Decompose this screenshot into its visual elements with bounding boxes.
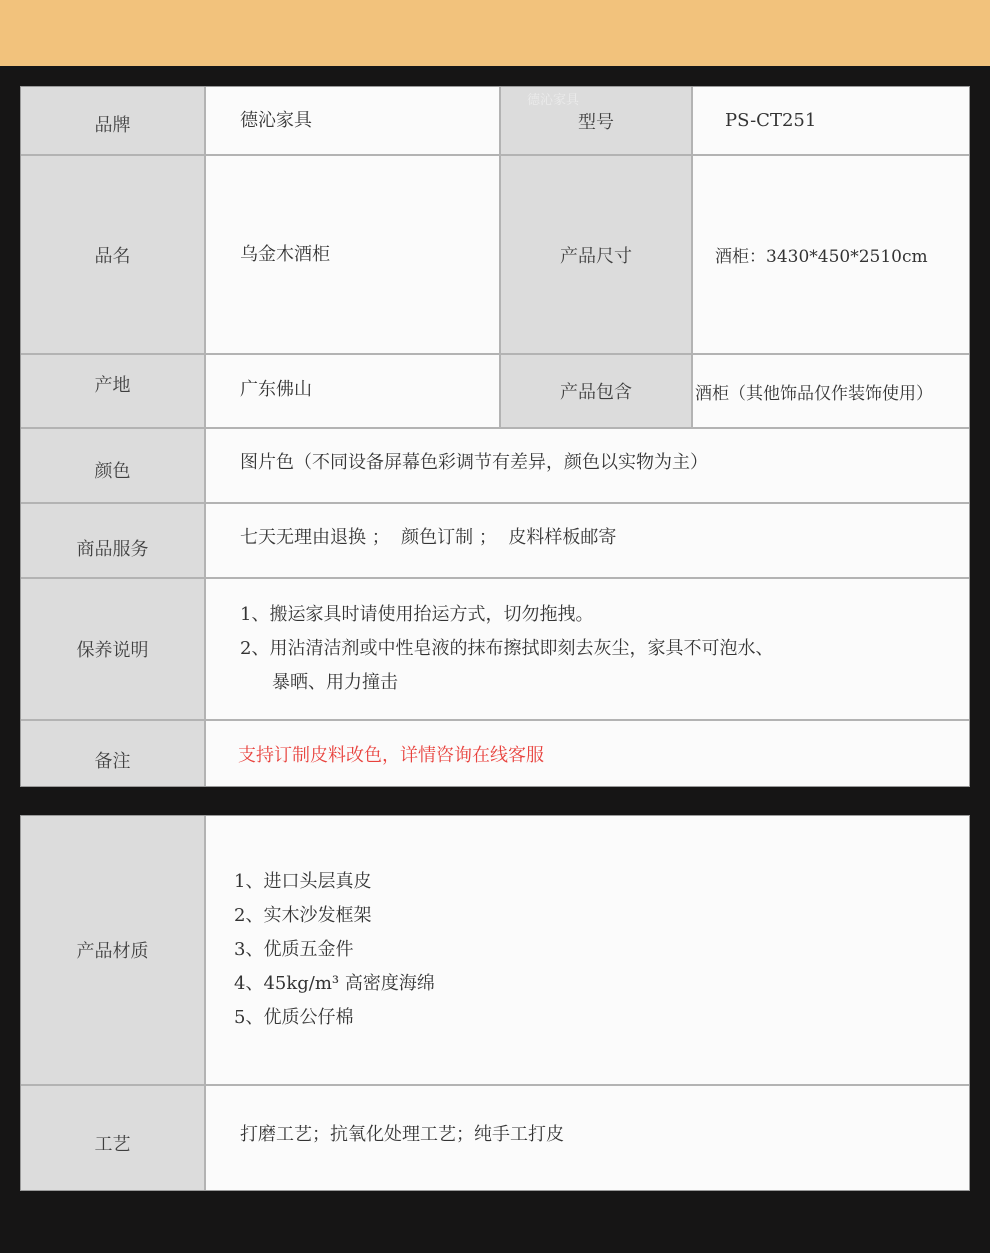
material-value-cell bbox=[206, 816, 969, 1086]
name-label-cell bbox=[21, 156, 206, 355]
top-banner bbox=[0, 0, 990, 66]
care-label: 保养说明 bbox=[76, 640, 149, 661]
craft-label-cell bbox=[21, 1086, 206, 1190]
note-value: 支持订制皮料改色，详情咨询在线客服 bbox=[238, 744, 544, 766]
material-table bbox=[20, 815, 970, 1191]
service-value-cell bbox=[206, 504, 969, 579]
contents-value-cell bbox=[693, 355, 969, 429]
care-line: 暴晒、用力撞击 bbox=[272, 672, 398, 693]
model-label: 型号 bbox=[578, 111, 614, 133]
service-label: 商品服务 bbox=[76, 538, 149, 560]
origin-label-cell bbox=[21, 355, 206, 429]
contents-label: 产品包含 bbox=[560, 382, 632, 403]
material-line: 3、优质五金件 bbox=[234, 939, 354, 960]
material-label-cell bbox=[21, 816, 206, 1086]
care-line: 1、搬运家具时请使用抬运方式，切勿拖拽。 bbox=[240, 604, 594, 625]
origin-value: 广东佛山 bbox=[240, 379, 312, 400]
color-label-cell bbox=[21, 429, 206, 504]
material-line: 1、进口头层真皮 bbox=[234, 871, 372, 892]
craft-value-cell bbox=[206, 1086, 969, 1190]
brand-label: 品牌 bbox=[94, 114, 131, 136]
care-value-cell bbox=[206, 579, 969, 721]
size-label-cell bbox=[501, 156, 693, 355]
material-line: 4、45kg/m³ 高密度海绵 bbox=[234, 973, 435, 994]
color-value: 图片色（不同设备屏幕色彩调节有差异，颜色以实物为主） bbox=[240, 451, 708, 473]
color-value-cell bbox=[206, 429, 969, 504]
watermark: 德沁家具 bbox=[527, 93, 580, 108]
brand-value-cell bbox=[206, 87, 501, 156]
brand-label-cell bbox=[21, 87, 206, 156]
color-label: 颜色 bbox=[94, 460, 131, 482]
name-label: 品名 bbox=[94, 245, 131, 267]
spec-table bbox=[20, 86, 970, 787]
contents-value: 酒柜（其他饰品仅作装饰使用） bbox=[695, 383, 933, 404]
material-label: 产品材质 bbox=[76, 941, 149, 962]
care-line: 2、用沾清洁剂或中性皂液的抹布擦拭即刻去灰尘，家具不可泡水、 bbox=[240, 638, 774, 659]
note-label-cell bbox=[21, 721, 206, 786]
size-value-cell bbox=[693, 156, 969, 355]
craft-label: 工艺 bbox=[94, 1134, 131, 1155]
service-label-cell bbox=[21, 504, 206, 579]
contents-label-cell bbox=[501, 355, 693, 429]
size-value: 酒柜：3430*450*2510cm bbox=[715, 247, 928, 267]
note-value-cell bbox=[206, 721, 969, 786]
material-list bbox=[206, 865, 435, 1035]
craft-value: 打磨工艺；抗氧化处理工艺；纯手工打皮 bbox=[240, 1124, 564, 1145]
material-line: 5、优质公仔棉 bbox=[234, 1007, 354, 1028]
name-value-cell bbox=[206, 156, 501, 355]
origin-label: 产地 bbox=[94, 375, 131, 396]
service-value: 七天无理由退换 ； 颜色订制 ； 皮料样板邮寄 bbox=[240, 526, 617, 548]
size-label: 产品尺寸 bbox=[560, 245, 632, 267]
model-value-cell bbox=[693, 87, 969, 156]
brand-value: 德沁家具 bbox=[240, 109, 312, 131]
origin-value-cell bbox=[206, 355, 501, 429]
note-label: 备注 bbox=[94, 750, 131, 772]
care-list bbox=[206, 598, 773, 700]
model-value: PS-CT251 bbox=[725, 110, 817, 131]
material-line: 2、实木沙发框架 bbox=[234, 905, 372, 926]
name-value: 乌金木酒柜 bbox=[240, 243, 330, 265]
care-label-cell bbox=[21, 579, 206, 721]
